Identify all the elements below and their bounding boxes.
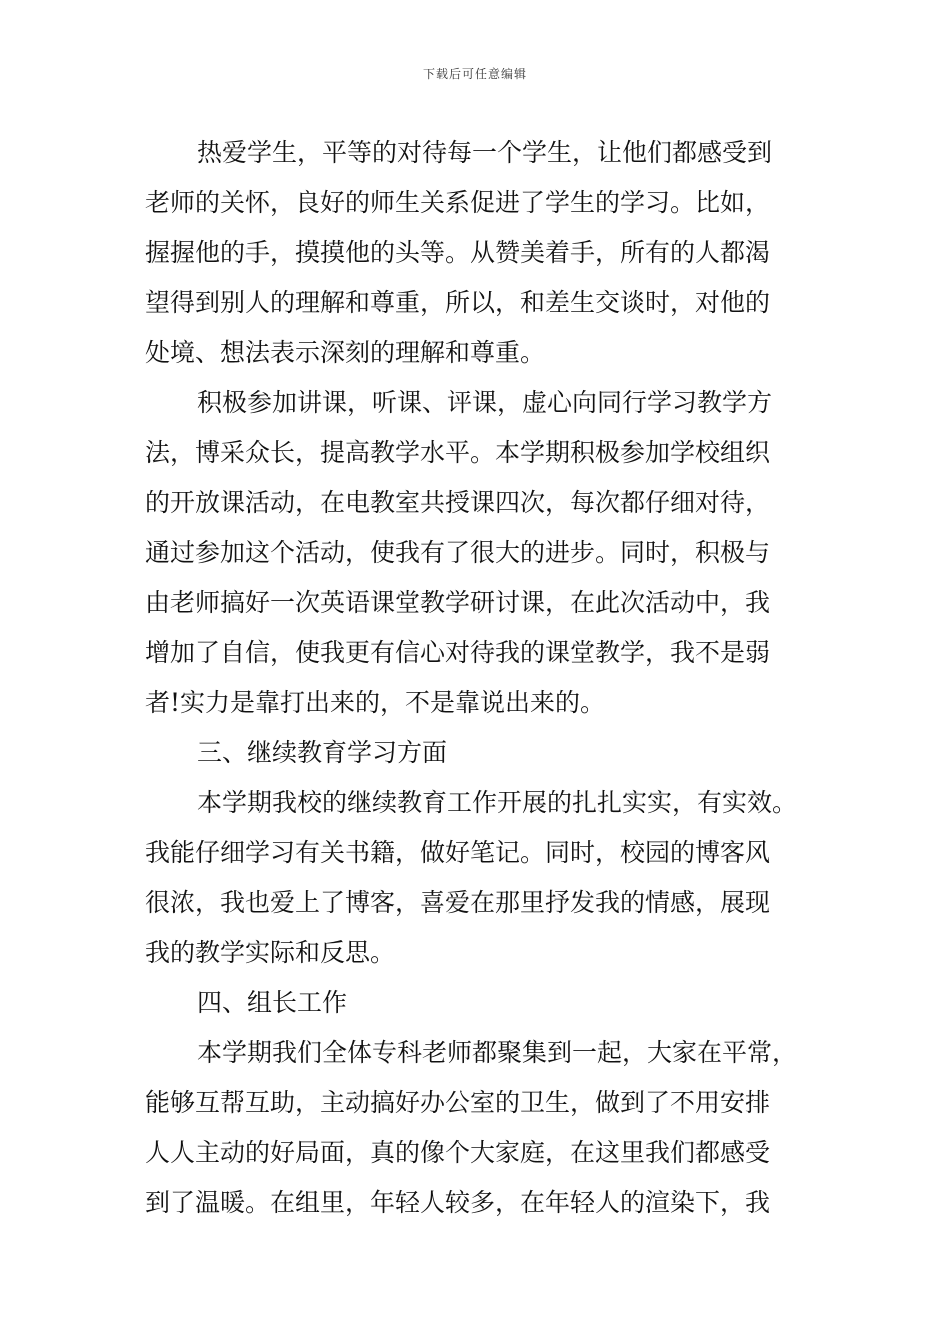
text-line: 增加了自信，使我更有信心对待我的课堂教学，我不是弱 [145, 638, 771, 667]
text-line: 我能仔细学习有关书籍，做好笔记。同时，校园的博客风 [145, 838, 771, 867]
text-line: 积极参加讲课，听课、评课，虚心向同行学习教学方 [197, 388, 773, 417]
text-line: 本学期我校的继续教育工作开展的扎扎实实，有实效。 [197, 788, 798, 817]
page-header: 下载后可任意编辑 [422, 67, 527, 81]
text-line: 到了温暖。在组里，年轻人较多，在年轻人的渲染下，我 [145, 1188, 771, 1217]
text-line: 能够互帮互助，主动搞好办公室的卫生，做到了不用安排 [145, 1088, 771, 1117]
text-line: 热爱学生，平等的对待每一个学生，让他们都感受到 [197, 138, 773, 167]
text-line: 老师的关怀，良好的师生关系促进了学生的学习。比如， [145, 188, 771, 217]
section-heading: 三、继续教育学习方面 [197, 738, 448, 767]
document-body [145, 128, 835, 1228]
text-line: 处境、想法表示深刻的理解和尊重。 [145, 338, 546, 367]
text-line: 望得到别人的理解和尊重，所以，和差生交谈时，对他的 [145, 288, 771, 317]
text-line: 我的教学实际和反思。 [145, 938, 396, 967]
text-line: 人人主动的好局面，真的像个大家庭，在这里我们都感受 [145, 1138, 771, 1167]
section-heading: 四、组长工作 [197, 988, 348, 1017]
text-line: 握握他的手，摸摸他的头等。从赞美着手，所有的人都渴 [145, 238, 771, 267]
text-line: 的开放课活动，在电教室共授课四次，每次都仔细对待， [145, 488, 771, 517]
text-line: 通过参加这个活动，使我有了很大的进步。同时，积极与 [145, 538, 771, 567]
text-line: 者!实力是靠打出来的，不是靠说出来的。 [145, 688, 606, 717]
text-line: 由老师搞好一次英语课堂教学研讨课，在此次活动中，我 [145, 588, 771, 617]
text-line: 法，博采众长，提高教学水平。本学期积极参加学校组织 [145, 438, 771, 467]
text-line: 本学期我们全体专科老师都聚集到一起，大家在平常， [197, 1038, 798, 1067]
text-line: 很浓，我也爱上了博客，喜爱在那里抒发我的情感，展现 [145, 888, 771, 917]
